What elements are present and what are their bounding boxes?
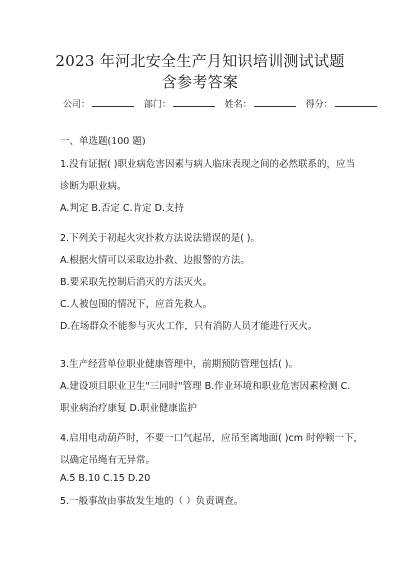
question-5-stem: 5.一般事故由事故发生地的（ ）负责调查。 [60, 496, 244, 507]
question-1-stem-line2: 诊断为职业病。 [60, 181, 127, 192]
question-2-option-d: D.在场群众不能参与灭火工作，只有消防人员才能进行灭火。 [60, 321, 318, 332]
name-field [225, 97, 296, 111]
question-4-stem-line2: 以确定吊绳有无异常。 [60, 455, 156, 466]
department-label: 部门： [143, 100, 171, 110]
question-1-stem-line1: 1.没有证据( )职业病危害因素与病人临床表现之间的必然联系的，应当 [60, 159, 355, 170]
question-3-line3: 职业病治疗康复 D.职业健康监护 [60, 403, 197, 414]
section-heading: 一、单选题(100 题) [60, 136, 146, 147]
question-2-option-c: C.人被包围的情况下，应首先救人。 [60, 299, 213, 310]
question-2-stem: 2.下列关于初起火灾扑救方法说法错误的是( )。 [60, 233, 260, 244]
document-subtitle: 含参考答案 [161, 73, 239, 91]
name-blank[interactable] [254, 97, 296, 107]
department-field [144, 97, 215, 111]
score-blank[interactable] [335, 97, 377, 107]
department-blank[interactable] [173, 97, 215, 107]
company-field [63, 97, 134, 111]
question-2-option-a: A.根据火情可以采取边扑救、边报警的方法。 [60, 255, 250, 266]
name-label: 姓名： [224, 100, 252, 110]
question-4-options: A.5 B.10 C.15 D.20 [60, 473, 151, 484]
question-4-stem-line1: 4.启用电动葫芦时，不要一口气起吊，应吊至离地面( )cm 时停顿一下， [60, 433, 363, 444]
info-fields [63, 97, 384, 111]
company-label: 公司： [63, 100, 91, 110]
question-2-option-b: B.要采取先控制后消灭的方法灭火。 [60, 277, 213, 288]
question-3-line2: A.建设项目职业卫生"三同时"管理 B.作业环境和职业危害因素检测 C. [60, 381, 351, 392]
company-blank[interactable] [92, 97, 134, 107]
question-1-options: A.判定 B.否定 C.肯定 D.支持 [60, 203, 184, 214]
score-field [306, 97, 377, 111]
document-title: 2023 年河北安全生产月知识培训测试试题 [55, 52, 345, 70]
question-3-stem: 3.生产经营单位职业健康管理中，前期预防管理包括( )。 [60, 359, 298, 370]
score-label: 得分： [305, 100, 333, 110]
